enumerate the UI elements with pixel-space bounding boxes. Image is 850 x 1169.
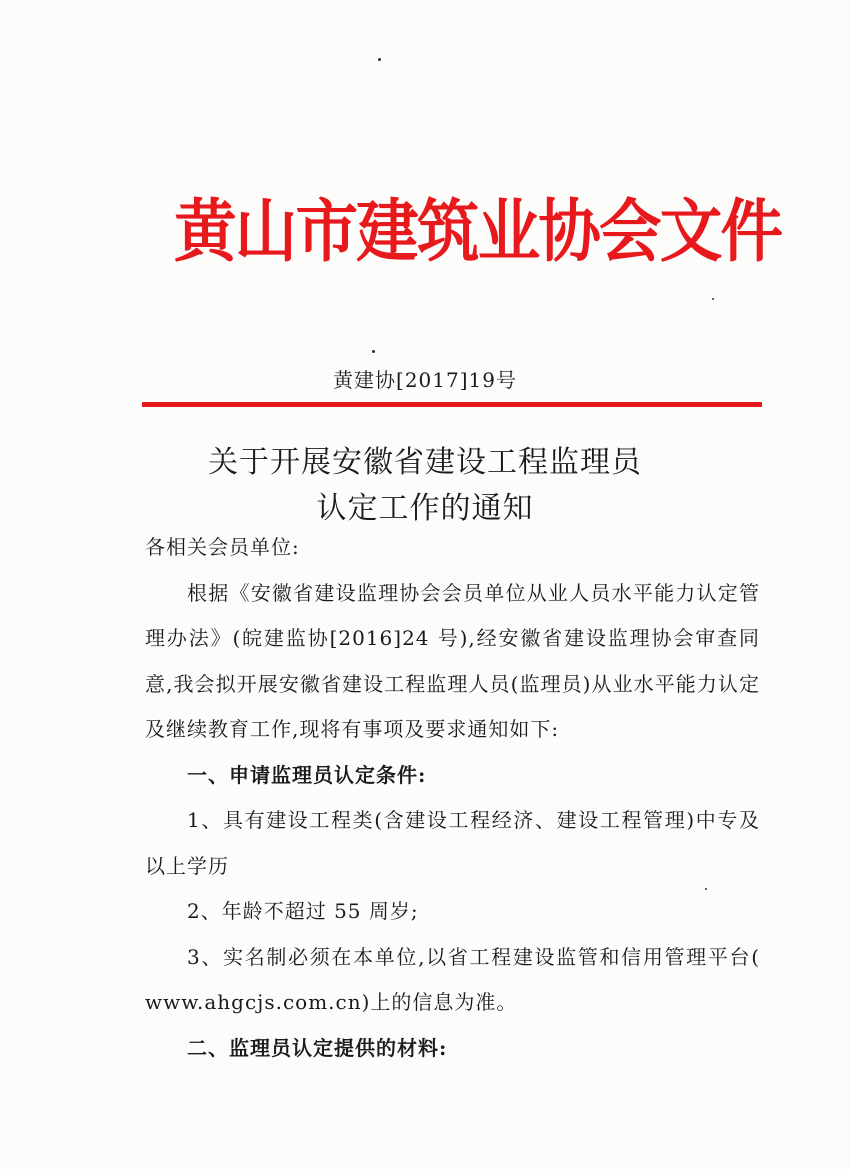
condition-item-1: 1、具有建设工程类(含建设工程经济、建设工程管理)中专及以上学历: [145, 808, 760, 878]
notice-body: [145, 525, 760, 1071]
intro-paragraph: 根据《安徽省建设监理协会会员单位从业人员水平能力认定管理办法》(皖建监协[2016]24 号),经安徽省建设监理协会审查同意,我会拟开展安徽省建设工程监理人员(监理员)从业水平能力认定及继续教育工作,现将有事项及要求通知如下:: [145, 580, 760, 741]
notice-title-line-2: 认定工作的通知: [316, 491, 534, 526]
notice-title: [0, 440, 850, 532]
document-number: 黄建协[2017]19号: [333, 368, 517, 392]
red-header-title: 黄山市建筑业协会文件: [174, 193, 782, 272]
scan-speck: [378, 58, 381, 61]
scan-speck: [705, 888, 707, 890]
red-divider-line: [142, 402, 762, 407]
condition-item-3: 3、实名制必须在本单位,以省工程建设监管和信用管理平台( www.ahgcjs.com.cn)上的信息为准。: [145, 944, 760, 1014]
condition-item-2: 2、年龄不超过 55 周岁;: [187, 899, 419, 923]
scan-speck: [712, 298, 714, 300]
salutation: 各相关会员单位:: [145, 535, 300, 559]
section-1-heading: 一、申请监理员认定条件:: [187, 762, 427, 787]
notice-title-line-1: 关于开展安徽省建设工程监理员: [208, 445, 642, 480]
section-2-heading: 二、监理员认定提供的材料:: [187, 1035, 448, 1060]
scan-speck: [372, 350, 375, 353]
